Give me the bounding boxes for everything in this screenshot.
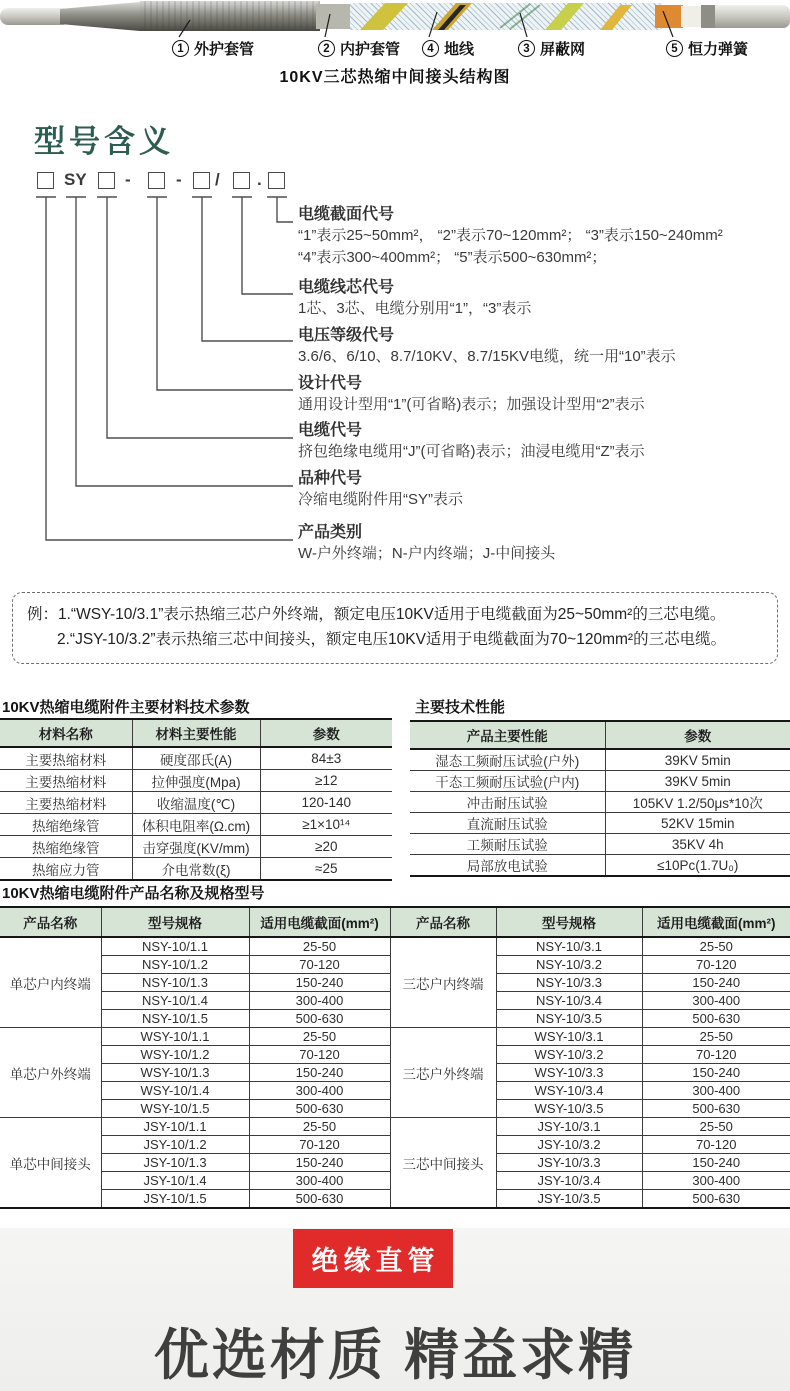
model-code-char: - xyxy=(125,170,131,189)
model-spec-cell: JSY-10/3.1 xyxy=(496,1118,642,1136)
table-row xyxy=(0,792,392,814)
products-table-title: 10KV热缩电缆附件产品名称及规格型号 xyxy=(2,885,265,902)
model-spec-cell: JSY-10/1.1 xyxy=(101,1118,249,1136)
model-explanation xyxy=(298,374,786,416)
table-cell: 52KV 15min xyxy=(605,813,790,834)
table-cell: ≥1×10¹⁴ xyxy=(260,814,392,836)
section-range-cell: 70-120 xyxy=(249,956,390,974)
column-header: 材料名称 xyxy=(0,719,132,747)
explanation-title: 设计代号 xyxy=(298,375,363,392)
section-range-cell: 150-240 xyxy=(249,1064,390,1082)
label-number-icon: 2 xyxy=(318,40,335,57)
section-range-cell: 150-240 xyxy=(642,1064,790,1082)
product-group-name: 三芯户外终端 xyxy=(390,1028,496,1118)
figure-label xyxy=(172,38,254,59)
section-range-cell: 500-630 xyxy=(642,1190,790,1209)
section-range-cell: 70-120 xyxy=(249,1046,390,1064)
table-row xyxy=(0,747,392,770)
section-range-cell: 300-400 xyxy=(249,1172,390,1190)
label-number-icon: 5 xyxy=(666,40,683,57)
model-spec-cell: NSY-10/1.5 xyxy=(101,1010,249,1028)
model-explanation xyxy=(298,326,786,368)
column-header: 型号规格 xyxy=(496,907,642,937)
product-group-name: 单芯户内终端 xyxy=(0,937,101,1028)
label-text: 恒力弹簧 xyxy=(688,41,749,58)
explanation-line: 通用设计型用“1”(可省略)表示；加强设计型用“2”表示 xyxy=(298,396,645,413)
model-spec-cell: JSY-10/3.2 xyxy=(496,1136,642,1154)
performance-table xyxy=(410,720,790,877)
table-cell: ≤10Pc(1.7U₀) xyxy=(605,855,790,877)
table-cell: 主要热缩材料 xyxy=(0,770,132,792)
column-header: 适用电缆截面(mm²) xyxy=(249,907,390,937)
model-meaning-heading: 型号含义 xyxy=(34,124,174,159)
figure-label xyxy=(666,38,748,59)
insulation-tube-banner: 绝缘直管 xyxy=(293,1229,453,1288)
table-cell: 拉伸强度(Mpa) xyxy=(132,770,260,792)
section-range-cell: 300-400 xyxy=(642,1082,790,1100)
section-range-cell: 25-50 xyxy=(642,937,790,956)
model-tree-lines xyxy=(0,165,300,575)
model-spec-cell: NSY-10/3.4 xyxy=(496,992,642,1010)
model-code-char: . xyxy=(257,170,262,189)
explanation-line: W-户外终端；N-户内终端；J-中间接头 xyxy=(298,545,556,562)
products-table xyxy=(0,906,790,1209)
table-cell: 介电常数(ξ) xyxy=(132,858,260,881)
explanation-title: 产品类别 xyxy=(298,524,363,541)
footer-section xyxy=(0,1228,790,1391)
section-range-cell: 300-400 xyxy=(249,1082,390,1100)
section-range-cell: 150-240 xyxy=(249,1154,390,1172)
model-spec-cell: WSY-10/1.2 xyxy=(101,1046,249,1064)
section-range-cell: 70-120 xyxy=(642,956,790,974)
section-range-cell: 25-50 xyxy=(249,1028,390,1046)
section-range-cell: 70-120 xyxy=(249,1136,390,1154)
model-explanation xyxy=(298,278,786,320)
table-cell: 击穿强度(KV/mm) xyxy=(132,836,260,858)
model-explanation xyxy=(298,205,786,269)
section-range-cell: 150-240 xyxy=(642,1154,790,1172)
label-number-icon: 4 xyxy=(422,40,439,57)
figure-label xyxy=(518,38,585,59)
column-header: 型号规格 xyxy=(101,907,249,937)
table-cell: 热缩绝缘管 xyxy=(0,836,132,858)
model-spec-cell: JSY-10/1.4 xyxy=(101,1172,249,1190)
section-range-cell: 150-240 xyxy=(642,974,790,992)
example-line-2: 2.“JSY-10/3.2”表示热缩三芯中间接头，额定电压10KV适用于电缆截面为70~120mm²的三芯电缆。 xyxy=(57,631,727,648)
section-range-cell: 500-630 xyxy=(249,1100,390,1118)
model-spec-cell: JSY-10/1.3 xyxy=(101,1154,249,1172)
column-header: 产品名称 xyxy=(390,907,496,937)
model-spec-cell: JSY-10/3.3 xyxy=(496,1154,642,1172)
explanation-title: 电压等级代号 xyxy=(298,327,395,344)
model-explanation xyxy=(298,421,786,463)
column-header: 材料主要性能 xyxy=(132,719,260,747)
table-row xyxy=(0,1028,790,1046)
example-note-box xyxy=(12,592,778,664)
table-cell: 主要热缩材料 xyxy=(0,792,132,814)
label-text: 外护套管 xyxy=(194,41,255,58)
model-spec-cell: JSY-10/3.5 xyxy=(496,1190,642,1209)
table-row xyxy=(410,813,790,834)
product-group-name: 单芯中间接头 xyxy=(0,1118,101,1209)
table-cell: ≈25 xyxy=(260,858,392,881)
table-cell: 热缩应力管 xyxy=(0,858,132,881)
section-range-cell: 25-50 xyxy=(642,1028,790,1046)
model-spec-cell: WSY-10/1.1 xyxy=(101,1028,249,1046)
section-range-cell: 25-50 xyxy=(249,1118,390,1136)
table-cell: 局部放电试验 xyxy=(410,855,605,877)
table-cell: 直流耐压试验 xyxy=(410,813,605,834)
model-spec-cell: NSY-10/3.1 xyxy=(496,937,642,956)
table-cell: 39KV 5min xyxy=(605,771,790,792)
model-spec-cell: NSY-10/3.5 xyxy=(496,1010,642,1028)
performance-table-title: 主要技术性能 xyxy=(415,699,506,716)
explanation-line: 3.6/6、6/10、8.7/10KV、8.7/15KV电缆，统一用“10”表示 xyxy=(298,348,676,365)
figure-label xyxy=(422,38,474,59)
table-row xyxy=(410,771,790,792)
column-header: 参数 xyxy=(605,721,790,749)
slogan-text: 优选材质 精益求精 xyxy=(153,1324,637,1386)
table-row xyxy=(0,770,392,792)
model-spec-cell: JSY-10/1.5 xyxy=(101,1190,249,1209)
explanation-line: 冷缩电缆附件用“SY”表示 xyxy=(298,491,464,508)
table-row xyxy=(0,814,392,836)
section-range-cell: 25-50 xyxy=(249,937,390,956)
table-cell: 主要热缩材料 xyxy=(0,747,132,770)
section-range-cell: 300-400 xyxy=(642,1172,790,1190)
table-cell: ≥12 xyxy=(260,770,392,792)
table-cell: 冲击耐压试验 xyxy=(410,792,605,813)
model-spec-cell: WSY-10/1.3 xyxy=(101,1064,249,1082)
materials-table-title: 10KV热缩电缆附件主要材料技术参数 xyxy=(2,699,250,716)
label-text: 内护套管 xyxy=(340,41,401,58)
table-cell: ≥20 xyxy=(260,836,392,858)
figure-caption: 10KV三芯热缩中间接头结构图 xyxy=(279,69,511,86)
model-spec-cell: NSY-10/3.2 xyxy=(496,956,642,974)
table-cell: 硬度邵氏(A) xyxy=(132,747,260,770)
model-spec-cell: NSY-10/1.3 xyxy=(101,974,249,992)
explanation-line: 挤包绝缘电缆用“J”(可省略)表示；油浸电缆用“Z”表示 xyxy=(298,443,645,460)
model-spec-cell: NSY-10/1.1 xyxy=(101,937,249,956)
table-cell: 工频耐压试验 xyxy=(410,834,605,855)
model-spec-cell: WSY-10/3.5 xyxy=(496,1100,642,1118)
table-row xyxy=(0,937,790,956)
model-spec-cell: WSY-10/1.4 xyxy=(101,1082,249,1100)
explanation-line: “4”表示300~400mm²； “5”表示500~630mm²； xyxy=(298,249,607,266)
model-spec-cell: WSY-10/3.3 xyxy=(496,1064,642,1082)
table-cell: 干态工频耐压试验(户内) xyxy=(410,771,605,792)
column-header: 产品名称 xyxy=(0,907,101,937)
explanation-title: 电缆线芯代号 xyxy=(298,279,395,296)
section-range-cell: 300-400 xyxy=(249,992,390,1010)
section-range-cell: 150-240 xyxy=(249,974,390,992)
table-row xyxy=(0,1118,790,1136)
model-spec-cell: JSY-10/1.2 xyxy=(101,1136,249,1154)
table-cell: 热缩绝缘管 xyxy=(0,814,132,836)
model-spec-cell: NSY-10/1.2 xyxy=(101,956,249,974)
table-row xyxy=(410,855,790,877)
product-group-name: 三芯中间接头 xyxy=(390,1118,496,1209)
model-spec-cell: WSY-10/1.5 xyxy=(101,1100,249,1118)
model-code-char: - xyxy=(176,170,182,189)
section-range-cell: 70-120 xyxy=(642,1136,790,1154)
table-row xyxy=(410,834,790,855)
table-cell: 120-140 xyxy=(260,792,392,814)
label-number-icon: 1 xyxy=(172,40,189,57)
section-range-cell: 500-630 xyxy=(642,1010,790,1028)
column-header: 参数 xyxy=(260,719,392,747)
section-range-cell: 500-630 xyxy=(249,1190,390,1209)
table-row xyxy=(410,792,790,813)
model-code-char: / xyxy=(215,170,220,189)
model-explanation xyxy=(298,523,786,565)
explanation-title: 电缆代号 xyxy=(298,422,363,439)
label-text: 地线 xyxy=(444,41,475,58)
column-header: 适用电缆截面(mm²) xyxy=(642,907,790,937)
model-spec-cell: WSY-10/3.1 xyxy=(496,1028,642,1046)
table-cell: 35KV 4h xyxy=(605,834,790,855)
table-row xyxy=(0,858,392,881)
table-cell: 体积电阻率(Ω.cm) xyxy=(132,814,260,836)
model-spec-cell: NSY-10/1.4 xyxy=(101,992,249,1010)
table-cell: 39KV 5min xyxy=(605,749,790,771)
model-spec-cell: WSY-10/3.2 xyxy=(496,1046,642,1064)
section-range-cell: 70-120 xyxy=(642,1046,790,1064)
column-header: 产品主要性能 xyxy=(410,721,605,749)
table-cell: 收缩温度(℃) xyxy=(132,792,260,814)
product-group-name: 三芯户内终端 xyxy=(390,937,496,1028)
product-group-name: 单芯户外终端 xyxy=(0,1028,101,1118)
model-explanation xyxy=(298,469,786,511)
table-cell: 84±3 xyxy=(260,747,392,770)
table-row xyxy=(410,749,790,771)
explanation-line: “1”表示25~50mm²， “2”表示70~120mm²； “3”表示150~240mm² xyxy=(298,227,723,244)
label-text: 屏蔽网 xyxy=(540,41,586,58)
label-number-icon: 3 xyxy=(518,40,535,57)
model-code-char: SY xyxy=(64,170,87,189)
table-cell: 105KV 1.2/50μs*10次 xyxy=(605,792,790,813)
table-row xyxy=(0,836,392,858)
model-spec-cell: WSY-10/3.4 xyxy=(496,1082,642,1100)
section-range-cell: 500-630 xyxy=(642,1100,790,1118)
materials-table xyxy=(0,718,392,881)
explanation-title: 品种代号 xyxy=(298,470,363,487)
section-range-cell: 300-400 xyxy=(642,992,790,1010)
section-range-cell: 25-50 xyxy=(642,1118,790,1136)
figure-label xyxy=(318,38,400,59)
table-cell: 湿态工频耐压试验(户外) xyxy=(410,749,605,771)
explanation-line: 1芯、3芯、电缆分别用“1”，“3”表示 xyxy=(298,300,532,317)
model-spec-cell: NSY-10/3.3 xyxy=(496,974,642,992)
example-line-1: 例：1.“WSY-10/3.1”表示热缩三芯户外终端，额定电压10KV适用于电缆截面为25~50mm²的三芯电缆。 xyxy=(27,606,726,623)
explanation-title: 电缆截面代号 xyxy=(298,206,395,223)
section-range-cell: 500-630 xyxy=(249,1010,390,1028)
model-spec-cell: JSY-10/3.4 xyxy=(496,1172,642,1190)
